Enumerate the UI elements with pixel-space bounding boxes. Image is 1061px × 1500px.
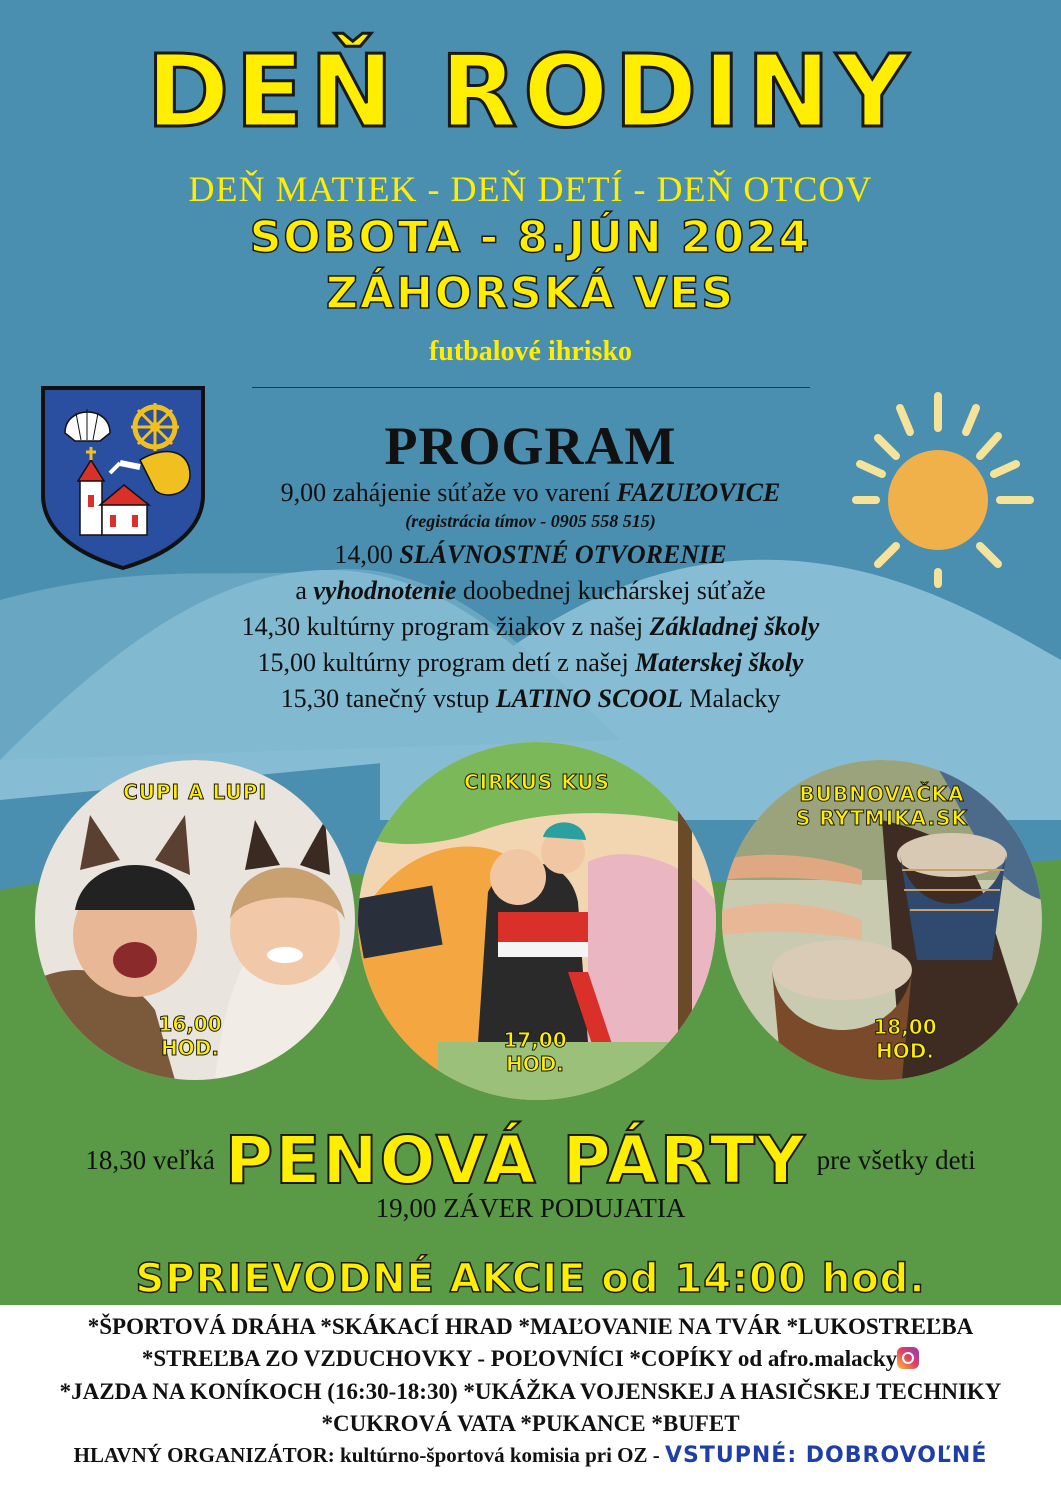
activities-line-1: *ŠPORTOVÁ DRÁHA *SKÁKACÍ HRAD *MAĽOVANIE NA TVÁR *LUKOSTREĽBA [87, 1314, 974, 1339]
accompanying-title: SPRIEVODNÉ AKCIE od 14:00 hod. [135, 1256, 926, 1302]
program-title: PROGRAM [384, 416, 677, 476]
program-line-6-highlight: LATINO SCOOL [495, 684, 683, 713]
event-title: DEŇ RODINY [146, 33, 915, 150]
time-value: 16,00 [158, 1012, 222, 1036]
program-line-1-text: 9,00 zahájenie súťaže vo varení [280, 478, 617, 507]
divider [252, 387, 810, 388]
foam-party-line [0, 1122, 1061, 1199]
event-place: ZÁHORSKÁ VES [325, 268, 736, 319]
program-line-4 [0, 614, 1061, 640]
activities-line-2-text: *STREĽBA ZO VZDUCHOVKY - POĽOVNÍCI *COPÍKY od afro.malacky [141, 1346, 898, 1371]
performer-name-cupi-a-lupi: CUPI A LUPI [123, 780, 267, 804]
time-unit: HOD. [876, 1039, 934, 1063]
program-line-3 [0, 578, 1061, 604]
program-line-1-highlight: FAZUĽOVICE [616, 478, 781, 507]
activities-line-4: *CUKROVÁ VATA *PUKANCE *BUFET [321, 1411, 740, 1436]
instagram-icon [897, 1347, 919, 1369]
program-line-5 [0, 650, 1061, 676]
performer-time-cirkus-kus [485, 1028, 585, 1076]
program-line-4-text: 14,30 kultúrny program žiakov z našej [241, 612, 650, 641]
program-line-6 [0, 686, 1061, 712]
foam-party-post: pre všetky deti [816, 1145, 976, 1175]
event-date: SOBOTA - 8.JÚN 2024 [249, 212, 812, 263]
event-subtitle: DEŇ MATIEK - DEŇ DETÍ - DEŇ OTCOV [188, 169, 873, 209]
program-line-2-highlight: SLÁVNOSTNÉ OTVORENIE [399, 540, 727, 569]
time-unit: HOD. [506, 1052, 564, 1076]
program-line-2-text: 14,00 [334, 540, 400, 569]
program-line-5-highlight: Materskej školy [635, 648, 804, 677]
performer-name-line-1: BUBNOVAČKA [799, 782, 965, 806]
foam-party-pre: 18,30 veľká [85, 1145, 215, 1175]
program-line-3-pre: a [295, 576, 314, 605]
program-line-2 [0, 542, 1061, 568]
event-closing: 19,00 ZÁVER PODUJATIA [375, 1193, 686, 1223]
footer [0, 1443, 1061, 1468]
performer-time-bubnovacka [855, 1015, 955, 1063]
organizer-text: HLAVNÝ ORGANIZÁTOR: kultúrno-športová komisia pri OZ - [73, 1443, 666, 1467]
foam-party-title: PENOVÁ PÁRTY [224, 1122, 807, 1199]
performer-name-line-2: S RYTMIKA.SK [796, 806, 968, 830]
time-value: 18,00 [873, 1015, 937, 1039]
time-value: 17,00 [503, 1028, 567, 1052]
program-line-1 [0, 480, 1061, 506]
entry-fee: VSTUPNÉ: DOBROVOĽNÉ [665, 1443, 988, 1468]
performer-name-bubnovacka [722, 782, 1042, 830]
activities-line-2 [0, 1346, 1061, 1372]
performer-name-cirkus-kus: CIRKUS KUS [463, 770, 611, 794]
program-line-4-highlight: Základnej školy [649, 612, 820, 641]
activities-line-3: *JAZDA NA KONÍKOCH (16:30-18:30) *UKÁŽKA VOJENSKEJ A HASIČSKEJ TECHNIKY [59, 1379, 1002, 1404]
performer-time-cupi-a-lupi [140, 1012, 240, 1060]
program-line-3-highlight: vyhodnotenie [313, 576, 457, 605]
program-line-6-pre: 15,30 tanečný vstup [280, 684, 496, 713]
program-line-3-post: doobednej kuchárskej súťaže [456, 576, 766, 605]
program-registration-note: (registrácia tímov - 0905 558 515) [405, 511, 656, 531]
program-line-5-text: 15,00 kultúrny program detí z našej [257, 648, 636, 677]
event-venue: futbalové ihrisko [428, 336, 633, 367]
time-unit: HOD. [161, 1036, 219, 1060]
program-line-6-post: Malacky [682, 684, 781, 713]
